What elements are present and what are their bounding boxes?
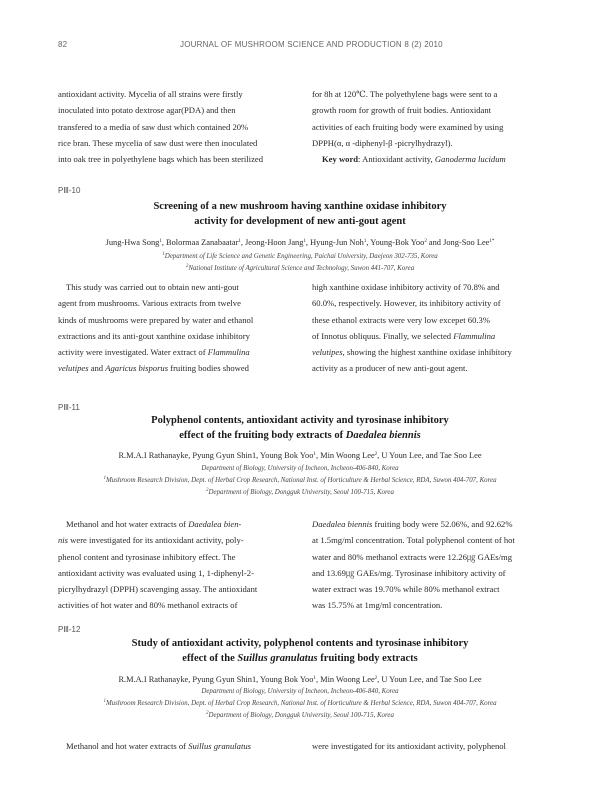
affiliation-mark: 1: [103, 476, 106, 481]
affiliation-mark: 1: [363, 239, 367, 244]
author-list: [40, 237, 560, 249]
author-list: [40, 674, 560, 686]
text-line: 60.0%, respectively. However, its inhibitory activity of: [312, 298, 501, 309]
text-line: and 13.69㎍ GAEs/mg. Tyrosinase inhibitory activity of: [312, 567, 506, 578]
text-line: kinds of mushrooms were prepared by water and ethanol: [58, 314, 254, 325]
abstract-code: PⅢ-10: [58, 186, 81, 195]
author: and Jong-Soo Lee: [426, 238, 490, 247]
affiliation-mark: 1: [303, 239, 306, 244]
text-line: antioxidant activity. Mycelia of all strains were firstly: [58, 89, 243, 99]
species-name: Daedalea biennis: [345, 430, 421, 441]
abstract-title: [60, 199, 540, 229]
text-line: transfered to a media of saw dust which contained 20%: [58, 121, 249, 132]
text-span: fruiting bodies showed: [168, 363, 249, 374]
affiliation-mark: 1: [159, 239, 162, 244]
affiliation-line: [40, 487, 560, 499]
author: R.M.A.I Rathanayke, Pyung Gyun Shin1, Young Bok Yoo: [118, 451, 314, 460]
title-line: Screening of a new mushroom having xanthine oxidase inhibitory: [153, 201, 447, 212]
text-span: activity were investigated. Water extract of: [58, 347, 208, 358]
text-line: [58, 344, 289, 360]
text-span: , showing the highest xanthine oxidase inhibitory: [342, 347, 512, 358]
author: , U Youn Lee, and Tae Soo Lee: [377, 675, 482, 684]
affiliation-text: Department of Biology, Dongguk University, Seoul 100-715, Korea: [208, 489, 394, 496]
abstract-left-column: [58, 738, 289, 754]
intro-right-column: [312, 86, 542, 167]
affiliations: [40, 251, 560, 275]
affiliation-text: Department of Life Science and Genetic Engineering, Paichai University, Daejeon 302-735, Korea: [164, 253, 438, 260]
species-name: Daedalea biennis: [312, 519, 373, 529]
journal-title: JOURNAL OF MUSHROOM SCIENCE AND PRODUCTION 8 (2) 2010: [180, 40, 443, 49]
author: , Hyung-Jun Noh: [305, 238, 364, 247]
keyword-text: : Antioxidant activity,: [358, 154, 435, 165]
text-line: This study was carried out to obtain new anti-gout: [66, 282, 239, 292]
title-text: fruiting body extracts: [317, 653, 418, 664]
title-line: Study of antioxidant activity, polyphenol contents and tyrosinase inhibitory: [131, 638, 469, 649]
species-name: Suillus granulatus: [237, 653, 318, 664]
species-name: velutipes: [58, 363, 89, 374]
author: R.M.A.I Rathanayke, Pyung Gyun Shin1, Young Bok Yoo: [118, 675, 314, 684]
text-span: and: [88, 363, 106, 374]
text-line: antioxidant activity was evaluated using 1, 1-diphenyl-2-: [58, 567, 254, 578]
text-line: water extract was 19.70% while 80% methanol extract: [312, 584, 500, 595]
species-name: Daedalea bien-: [188, 519, 242, 529]
text-span: were investigated for its antioxidant activity, poly-: [68, 535, 244, 546]
text-line: [58, 516, 289, 532]
affiliation-mark: 2: [374, 676, 378, 681]
affiliation-mark: 1: [313, 452, 316, 457]
text-line: picrylhydrazyl (DPPH) scavenging assay. The antioxidant: [58, 584, 258, 595]
abstract-code: PⅢ-11: [58, 403, 80, 412]
author: , Young-Bok Yoo: [366, 238, 425, 247]
author-list: [40, 450, 560, 462]
species-name: velutipes: [312, 347, 343, 358]
abstract-right-column: [312, 516, 542, 614]
author: , Jeong-Hoon Jang: [240, 238, 304, 247]
affiliation-mark: 2: [424, 239, 427, 244]
affiliation-text: National Institute of Agricultural Science and Technology, Suwon 441-707, Korea: [188, 265, 415, 272]
text-line: water and 80% methanol extracts were 12.26㎍ GAEs/mg: [312, 551, 512, 562]
keyword-line: [312, 151, 542, 167]
abstract-title: [60, 636, 540, 666]
affiliation-text: Department of Biology, Dongguk University, Seoul 100-715, Korea: [208, 712, 394, 719]
affiliation-line: [40, 251, 560, 263]
affiliation-mark: 1*: [489, 239, 495, 244]
text-line: [312, 516, 542, 532]
text-line: agent from mushrooms. Various extracts from twelve: [58, 298, 241, 309]
species-name: Flammulina: [207, 347, 250, 358]
affiliation-line: Department of Biology, University of Incheon, Incheon-406-840, Korea: [201, 688, 399, 695]
text-line: activities of hot water and 80% methanol extracts of: [58, 600, 238, 611]
text-line: at 1.5mg/ml concentration. Total polyphenol content of hot: [312, 535, 515, 546]
species-name: Agaricus bisporus: [105, 363, 169, 374]
affiliation-line: [40, 475, 560, 487]
text-line: [58, 532, 289, 548]
keyword-species: Ganoderma lucidum: [434, 154, 506, 165]
affiliation-line: [40, 710, 560, 722]
author: , Min Woong Lee: [315, 675, 375, 684]
keyword-label: Key word: [322, 154, 359, 165]
affiliation-mark: 2: [374, 452, 378, 457]
affiliation-line: Department of Biology, University of Incheon, Incheon-406-840, Korea: [201, 465, 399, 472]
text-span: of Innotus obliquus. Finally, we selected: [312, 330, 454, 341]
abstract-left-column: [58, 279, 289, 377]
text-line: was 15.75% at 1mg/ml concentration.: [312, 600, 443, 611]
text-line: extractions and its anti-gout xanthine oxidase inhibitory: [58, 330, 250, 341]
title-line: Polyphenol contents, antioxidant activity and tyrosinase inhibitory: [151, 415, 449, 426]
text-line: [58, 360, 289, 376]
abstract-left-column: [58, 516, 289, 614]
text-line: activity as a producer of new anti-gout agent.: [312, 363, 468, 374]
text-line: phenol content and tyrosinase inhibitory effect. The: [58, 551, 236, 562]
species-name: Suillus granulatus: [188, 741, 251, 751]
text-span: Methanol and hot water extracts of: [66, 741, 189, 751]
species-name: nis: [58, 535, 69, 546]
title-text: effect of the: [182, 653, 238, 664]
affiliations: [40, 686, 560, 722]
abstract-right-column: [312, 279, 542, 377]
affiliation-text: Mushroom Research Division, Dept. of Herbal Crop Research, National Inst. of Horticulture & Herbal Science, RDA, Suwon 404-707, Korea: [105, 700, 497, 707]
abstract-code: PⅢ-12: [58, 625, 81, 634]
abstract-right-column: [312, 738, 542, 754]
text-line: rice bran. These mycelia of saw dust were then inoculated: [58, 137, 258, 148]
page-number: 82: [58, 40, 68, 49]
affiliation-mark: 1: [103, 699, 106, 704]
affiliation-mark: 2: [206, 711, 209, 716]
text-line: inoculated into potato dextrose agar(PDA) and then: [58, 105, 236, 116]
text-line: [312, 328, 542, 344]
affiliation-line: [40, 698, 560, 710]
author: , U Youn Lee, and Tae Soo Lee: [377, 451, 482, 460]
abstract-title: [60, 413, 540, 443]
affiliation-mark: 1: [162, 252, 165, 257]
intro-left-column: [58, 86, 289, 167]
text-line: for 8h at 120℃. The polyethylene bags were sent to a: [312, 89, 498, 99]
text-span: fruiting body were 52.06%, and 92.62%: [372, 519, 513, 529]
text-line: activities of each fruiting body were examined by using: [312, 121, 504, 132]
text-line: growth room for growth of fruit bodies. Antioxidant: [312, 105, 492, 116]
text-line: these ethanol extracts were very low excepet 60.3%: [312, 314, 491, 325]
author: , Min Woong Lee: [315, 451, 375, 460]
affiliations: [40, 463, 560, 499]
text-span: Methanol and hot water extracts of: [66, 519, 189, 529]
title-line: activity for development of new anti-gout agent: [194, 216, 406, 227]
author: Jung-Hwa Song: [105, 238, 160, 247]
affiliation-mark: 2: [185, 264, 189, 269]
title-line: [60, 651, 540, 666]
affiliation-mark: 2: [206, 488, 209, 493]
text-line: high xanthine oxidase inhibitory activity of 70.8% and: [312, 282, 500, 292]
affiliation-mark: 1: [313, 676, 316, 681]
text-line: [312, 344, 542, 360]
species-name: Flammulina: [453, 330, 496, 341]
affiliation-line: [40, 263, 560, 275]
text-line: into oak tree in polyethylene bags which has been sterilized: [58, 154, 263, 165]
title-text: effect of the fruiting body extracts of: [179, 430, 346, 441]
text-line: were investigated for its antioxidant activity, polyphenol: [312, 741, 506, 751]
text-line: [58, 738, 289, 754]
affiliation-mark: 1: [238, 239, 241, 244]
text-line: DPPH(α, α -diphenyl-β -picrylhydrazyl).: [312, 137, 453, 148]
title-line: [60, 428, 540, 443]
affiliation-text: Mushroom Research Division, Dept. of Herbal Crop Research, National Inst. of Horticulture & Herbal Science, RDA, Suwon 404-707, Korea: [105, 477, 497, 484]
author: , Bolormaa Zanabaatar: [161, 238, 239, 247]
